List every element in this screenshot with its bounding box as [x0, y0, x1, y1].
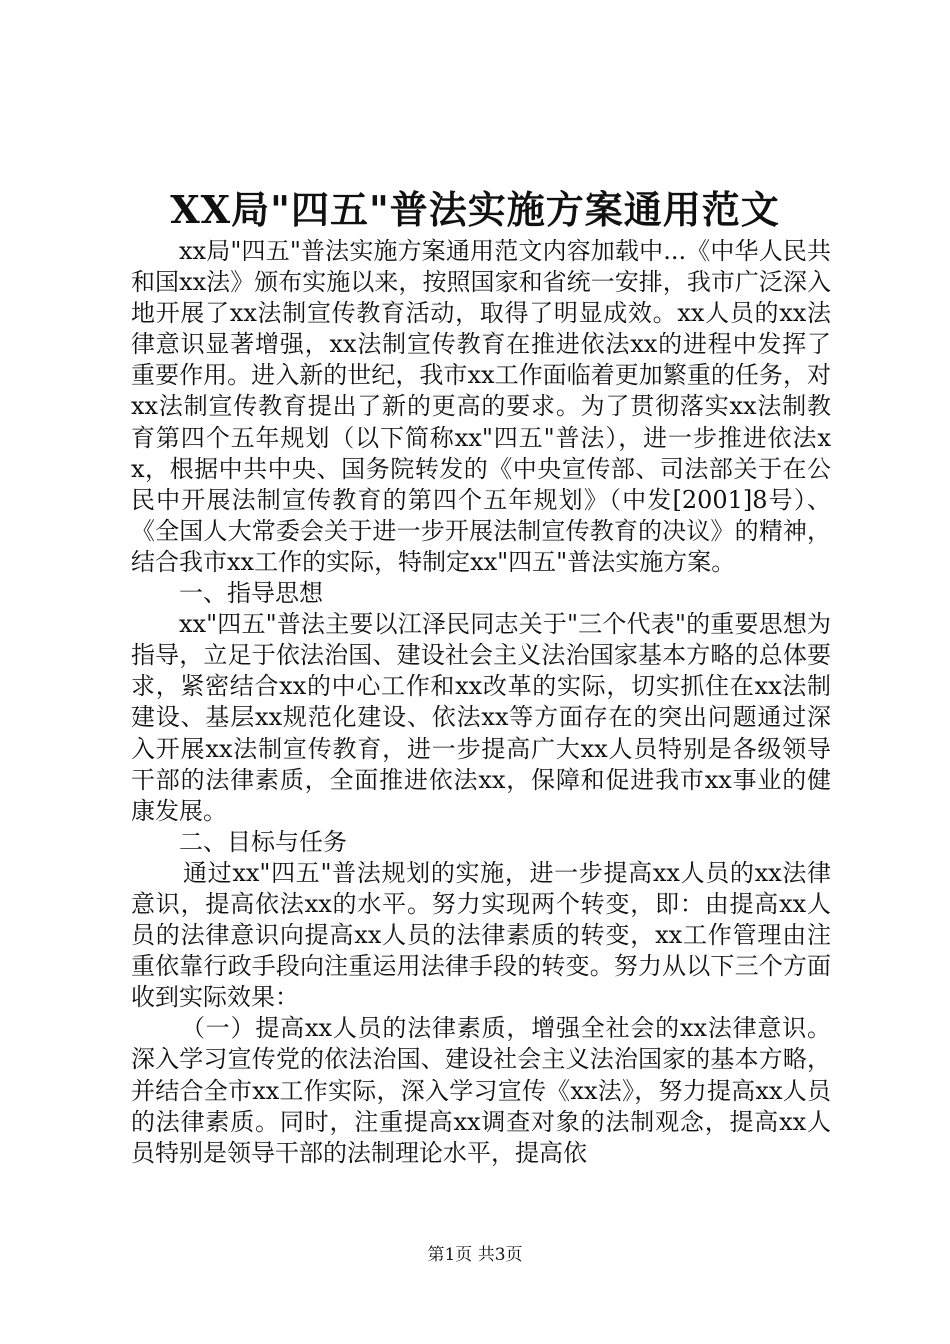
page-footer: 第1页 共3页	[427, 1245, 523, 1265]
document-body	[131, 236, 831, 1169]
paragraph-guiding-thought: xx"四五"普法主要以江泽民同志关于"三个代表"的重要思想为指导，立足于依法治国、建设社会主义法治国家基本方略的总体要求，紧密结合xx的中心工作和xx改革的实际，切实抓住在xx法制建设、基层xx规范化建设、依法xx等方面存在的突出问题通过深入开展xx法制宣传教育，进一步提高广大xx人员特别是各级领导干部的法律素质，全面推进依法xx，保障和促进我市xx事业的健康发展。	[131, 610, 831, 825]
section-heading-guiding-thought: 一、指导思想	[179, 579, 323, 608]
document-title: XX局"四五"普法实施方案通用范文	[170, 187, 780, 232]
paragraph-intro: xx局"四五"普法实施方案通用范文内容加载中...《中华人民共和国xx法》颁布实施以来，按照国家和省统一安排，我市广泛深入地开展了xx法制宣传教育活动，取得了明显成效。xx人员的xx法律意识显著增强，xx法制宣传教育在推进依法xx的进程中发挥了重要作用。进入新的世纪，我市xx工作面临着更加繁重的任务，对xx法制宣传教育提出了新的更高的要求。为了贯彻落实xx法制教育第四个五年规划（以下简称xx"四五"普法），进一步推进依法xx，根据中共中央、国务院转发的《中央宣传部、司法部关于在公民中开展法制宣传教育的第四个五年规划》（中发[2001]8号）、《全国人大常委会关于进一步开展法制宣传教育的决议》的精神，结合我市xx工作的实际，特制定xx"四五"普法实施方案。	[131, 237, 831, 576]
paragraph-goals: 通过xx"四五"普法规划的实施，进一步提高xx人员的xx法律意识，提高依法xx的水平。努力实现两个转变，即：由提高xx人员的法律意识向提高xx人员的法律素质的转变，xx工作管理由注重依靠行政手段向注重运用法律手段的转变。努力从以下三个方面收到实际效果：	[131, 858, 831, 1012]
paragraph-item-one: （一）提高xx人员的法律素质，增强全社会的xx法律意识。深入学习宣传党的依法治国、建设社会主义法治国家的基本方略，并结合全市xx工作实际，深入学习宣传《xx法》，努力提高xx人员的法律素质。同时，注重提高xx调查对象的法制观念，提高xx人员特别是领导干部的法制理论水平，提高依	[131, 1014, 831, 1167]
section-heading-goals-tasks: 二、目标与任务	[179, 827, 347, 856]
